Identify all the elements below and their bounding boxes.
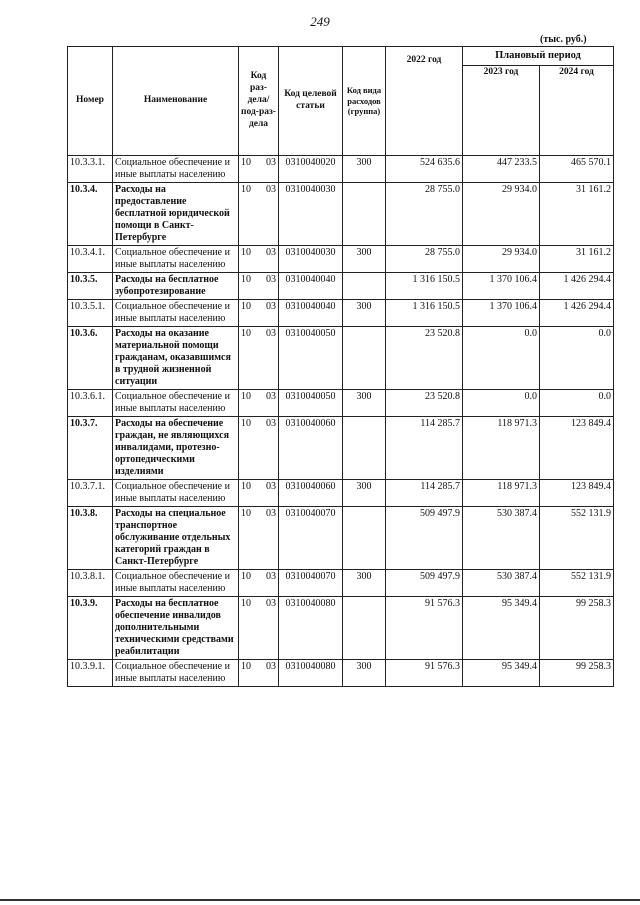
row-razdel-sub: 03: [266, 301, 276, 312]
row-razdel: [239, 480, 279, 507]
row-2023: 118 971.3: [463, 417, 540, 480]
row-razdel: [239, 273, 279, 300]
row-name: Расходы на бесплатное обеспечение инвалидов дополнительными техническими средствами реабилитации: [113, 597, 239, 660]
row-razdel-main: 10: [241, 274, 251, 285]
row-number: 10.3.9.: [68, 597, 113, 660]
header-vid: Код вида расходов (группа): [343, 47, 386, 156]
row-celevaya: 0310040030: [279, 246, 343, 273]
row-vid: 300: [343, 570, 386, 597]
row-2024: 31 161.2: [540, 246, 614, 273]
row-celevaya: 0310040060: [279, 417, 343, 480]
row-2022: 91 576.3: [386, 597, 463, 660]
row-2023: 29 934.0: [463, 246, 540, 273]
row-name: Социальное обеспечение и иные выплаты населению: [113, 156, 239, 183]
header-plan-period: Плановый период: [463, 47, 614, 66]
row-celevaya: 0310040060: [279, 480, 343, 507]
row-razdel: [239, 300, 279, 327]
row-razdel-sub: 03: [266, 157, 276, 168]
header-razdel: Код раз-дела/под-раз-дела: [239, 47, 279, 156]
row-razdel-sub: 03: [266, 661, 276, 672]
table-row: [68, 507, 614, 570]
row-razdel-main: 10: [241, 184, 251, 195]
units-label: (тыс. руб.): [540, 34, 587, 45]
row-celevaya: 0310040070: [279, 570, 343, 597]
header-name: Наименование: [113, 47, 239, 156]
row-2023: 0.0: [463, 327, 540, 390]
row-razdel: [239, 507, 279, 570]
row-razdel-sub: 03: [266, 184, 276, 195]
row-vid: [343, 597, 386, 660]
row-vid: 300: [343, 156, 386, 183]
row-vid: 300: [343, 390, 386, 417]
row-name: Расходы на оказание материальной помощи гражданам, оказавшимся в трудной жизненной ситуации: [113, 327, 239, 390]
table-row: [68, 390, 614, 417]
row-number: 10.3.7.: [68, 417, 113, 480]
row-2024: 1 426 294.4: [540, 273, 614, 300]
table-row: [68, 156, 614, 183]
row-vid: 300: [343, 300, 386, 327]
row-celevaya: 0310040020: [279, 156, 343, 183]
table-row: [68, 597, 614, 660]
row-2023: 0.0: [463, 390, 540, 417]
table-row: [68, 273, 614, 300]
row-2023: 447 233.5: [463, 156, 540, 183]
table-row: [68, 183, 614, 246]
row-2022: 524 635.6: [386, 156, 463, 183]
row-2024: 465 570.1: [540, 156, 614, 183]
row-vid: 300: [343, 480, 386, 507]
row-vid: 300: [343, 660, 386, 687]
row-2022: 509 497.9: [386, 570, 463, 597]
row-name: Социальное обеспечение и иные выплаты населению: [113, 570, 239, 597]
row-2024: 0.0: [540, 390, 614, 417]
row-number: 10.3.5.1.: [68, 300, 113, 327]
row-celevaya: 0310040050: [279, 327, 343, 390]
row-number: 10.3.3.1.: [68, 156, 113, 183]
row-number: 10.3.8.: [68, 507, 113, 570]
table-row: [68, 480, 614, 507]
row-name: Социальное обеспечение и иные выплаты населению: [113, 660, 239, 687]
table-row: [68, 570, 614, 597]
row-2022: 28 755.0: [386, 183, 463, 246]
table-row: [68, 327, 614, 390]
row-number: 10.3.6.: [68, 327, 113, 390]
row-name: Расходы на обеспечение граждан, не являющихся инвалидами, протезно-ортопедическими изделиями: [113, 417, 239, 480]
row-number: 10.3.7.1.: [68, 480, 113, 507]
row-razdel: [239, 183, 279, 246]
bottom-rule: [0, 899, 640, 901]
row-razdel: [239, 390, 279, 417]
row-2023: 29 934.0: [463, 183, 540, 246]
row-celevaya: 0310040050: [279, 390, 343, 417]
row-2023: 95 349.4: [463, 597, 540, 660]
row-vid: [343, 183, 386, 246]
table-row: [68, 300, 614, 327]
row-razdel: [239, 246, 279, 273]
row-2023: 1 370 106.4: [463, 300, 540, 327]
row-razdel-main: 10: [241, 661, 251, 672]
row-name: Расходы на бесплатное зубопротезирование: [113, 273, 239, 300]
row-2024: 99 258.3: [540, 660, 614, 687]
row-celevaya: 0310040040: [279, 273, 343, 300]
row-2024: 552 131.9: [540, 507, 614, 570]
row-razdel: [239, 597, 279, 660]
row-2023: 95 349.4: [463, 660, 540, 687]
row-name: Социальное обеспечение и иные выплаты населению: [113, 390, 239, 417]
row-celevaya: 0310040040: [279, 300, 343, 327]
row-2024: 99 258.3: [540, 597, 614, 660]
row-celevaya: 0310040070: [279, 507, 343, 570]
table-row: [68, 417, 614, 480]
header-celevaya: Код целевой статьи: [279, 47, 343, 156]
header-nomer: Номер: [68, 47, 113, 156]
row-razdel-sub: 03: [266, 247, 276, 258]
row-2022: 23 520.8: [386, 390, 463, 417]
row-celevaya: 0310040030: [279, 183, 343, 246]
row-razdel-sub: 03: [266, 508, 276, 519]
row-celevaya: 0310040080: [279, 660, 343, 687]
row-razdel-main: 10: [241, 571, 251, 582]
row-razdel-main: 10: [241, 598, 251, 609]
row-2022: 509 497.9: [386, 507, 463, 570]
row-name: Расходы на предоставление бесплатной юридической помощи в Санкт-Петербурге: [113, 183, 239, 246]
row-2022: 114 285.7: [386, 480, 463, 507]
row-2022: 114 285.7: [386, 417, 463, 480]
row-razdel: [239, 660, 279, 687]
row-name: Социальное обеспечение и иные выплаты населению: [113, 246, 239, 273]
row-number: 10.3.9.1.: [68, 660, 113, 687]
row-2023: 530 387.4: [463, 507, 540, 570]
row-number: 10.3.4.1.: [68, 246, 113, 273]
row-2024: 1 426 294.4: [540, 300, 614, 327]
row-2024: 0.0: [540, 327, 614, 390]
row-2022: 1 316 150.5: [386, 300, 463, 327]
row-name: Социальное обеспечение и иные выплаты населению: [113, 480, 239, 507]
row-2022: 1 316 150.5: [386, 273, 463, 300]
row-razdel-main: 10: [241, 328, 251, 339]
row-number: 10.3.8.1.: [68, 570, 113, 597]
row-razdel-main: 10: [241, 481, 251, 492]
row-razdel: [239, 417, 279, 480]
budget-table: [67, 46, 614, 687]
row-razdel-main: 10: [241, 157, 251, 168]
row-vid: 300: [343, 246, 386, 273]
row-razdel-sub: 03: [266, 571, 276, 582]
row-name: Расходы на специальное транспортное обслуживание отдельных категорий граждан в Санкт-Петербурге: [113, 507, 239, 570]
row-razdel: [239, 156, 279, 183]
row-razdel-sub: 03: [266, 391, 276, 402]
row-number: 10.3.4.: [68, 183, 113, 246]
row-2024: 123 849.4: [540, 417, 614, 480]
row-celevaya: 0310040080: [279, 597, 343, 660]
row-2023: 118 971.3: [463, 480, 540, 507]
row-razdel-main: 10: [241, 301, 251, 312]
row-razdel-main: 10: [241, 418, 251, 429]
row-vid: [343, 273, 386, 300]
row-razdel: [239, 570, 279, 597]
row-razdel-sub: 03: [266, 418, 276, 429]
row-razdel-sub: 03: [266, 274, 276, 285]
page-number: 249: [310, 14, 330, 29]
table-row: [68, 246, 614, 273]
row-vid: [343, 327, 386, 390]
header-2023: 2023 год: [463, 65, 540, 156]
row-razdel: [239, 327, 279, 390]
row-razdel-main: 10: [241, 391, 251, 402]
row-2024: 123 849.4: [540, 480, 614, 507]
row-vid: [343, 417, 386, 480]
row-razdel-sub: 03: [266, 598, 276, 609]
row-name: Социальное обеспечение и иные выплаты населению: [113, 300, 239, 327]
table-row: [68, 660, 614, 687]
row-vid: [343, 507, 386, 570]
row-razdel-sub: 03: [266, 328, 276, 339]
row-razdel-main: 10: [241, 508, 251, 519]
row-2022: 28 755.0: [386, 246, 463, 273]
row-number: 10.3.5.: [68, 273, 113, 300]
row-2024: 31 161.2: [540, 183, 614, 246]
row-2023: 530 387.4: [463, 570, 540, 597]
header-2024: 2024 год: [540, 65, 614, 156]
row-2022: 91 576.3: [386, 660, 463, 687]
row-2024: 552 131.9: [540, 570, 614, 597]
row-2023: 1 370 106.4: [463, 273, 540, 300]
row-razdel-main: 10: [241, 247, 251, 258]
row-2022: 23 520.8: [386, 327, 463, 390]
header-2022: 2022 год: [386, 47, 463, 156]
row-number: 10.3.6.1.: [68, 390, 113, 417]
row-razdel-sub: 03: [266, 481, 276, 492]
